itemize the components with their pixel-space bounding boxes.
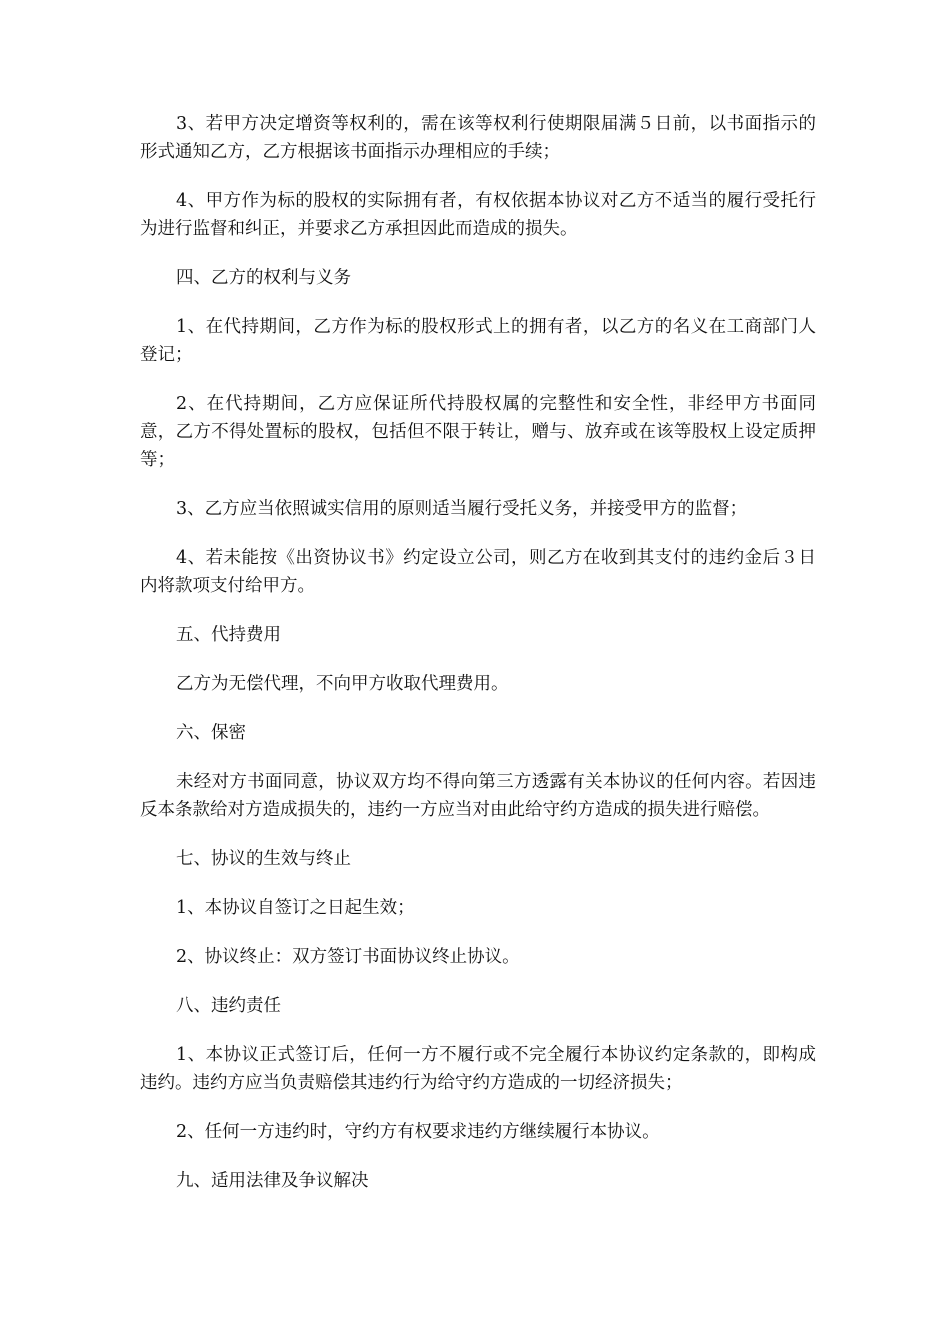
section-heading-governing-law: 九、适用法律及争议解决 — [176, 1171, 369, 1191]
clause-2-termination: 2、协议终止：双方签订书面协议终止协议。 — [176, 947, 520, 967]
clause-2-continued-performance: 2、任何一方违约时，守约方有权要求违约方继续履行本协议。 — [176, 1122, 660, 1142]
clause-1-breach: 1、本协议正式签订后，任何一方不履行或不完全履行本协议约定条款的，即构成违约。违约方应当负责赔偿其违约行为给守约方造成的一切经济损失； — [140, 1045, 816, 1093]
clause-4-penalty-payment: 4、若未能按《出资协议书》约定设立公司，则乙方在收到其支付的违约金后３日内将款项支付给甲方。 — [140, 548, 816, 596]
clause-3-good-faith: 3、乙方应当依照诚实信用的原则适当履行受托义务，并接受甲方的监督； — [176, 499, 748, 519]
section-heading-confidentiality: 六、保密 — [176, 723, 246, 743]
section-heading-party-b-rights: 四、乙方的权利与义务 — [176, 268, 351, 288]
section-heading-liability: 八、违约责任 — [176, 996, 281, 1016]
clause-1-effective: 1、本协议自签订之日起生效； — [176, 898, 415, 918]
section-heading-effect-termination: 七、协议的生效与终止 — [176, 849, 351, 869]
document-body — [140, 110, 816, 1216]
clause-1-registration: 1、在代持期间，乙方作为标的股权形式上的拥有者，以乙方的名义在工商部门人登记； — [140, 317, 816, 365]
clause-2-equity-integrity: 2、在代持期间，乙方应保证所代持股权属的完整性和安全性，非经甲方书面同意，乙方不得处置标的股权，包括但不限于转让，赠与、放弃或在该等股权上设定质押等； — [140, 394, 816, 470]
clause-4-supervision: 4、甲方作为标的股权的实际拥有者，有权依据本协议对乙方不适当的履行受托行为进行监督和纠正，并要求乙方承担因此而造成的损失。 — [140, 191, 816, 239]
clause-free-agency: 乙方为无偿代理，不向甲方收取代理费用。 — [176, 674, 509, 694]
clause-confidentiality: 未经对方书面同意，协议双方均不得向第三方透露有关本协议的任何内容。若因违反本条款给对方造成损失的，违约一方应当对由此给守约方造成的损失进行赔偿。 — [140, 772, 816, 820]
clause-3-increase-capital: 3、若甲方决定增资等权利的，需在该等权利行使期限届满５日前，以书面指示的形式通知乙方，乙方根据该书面指示办理相应的手续； — [140, 114, 816, 162]
section-heading-holding-fees: 五、代持费用 — [176, 625, 281, 645]
